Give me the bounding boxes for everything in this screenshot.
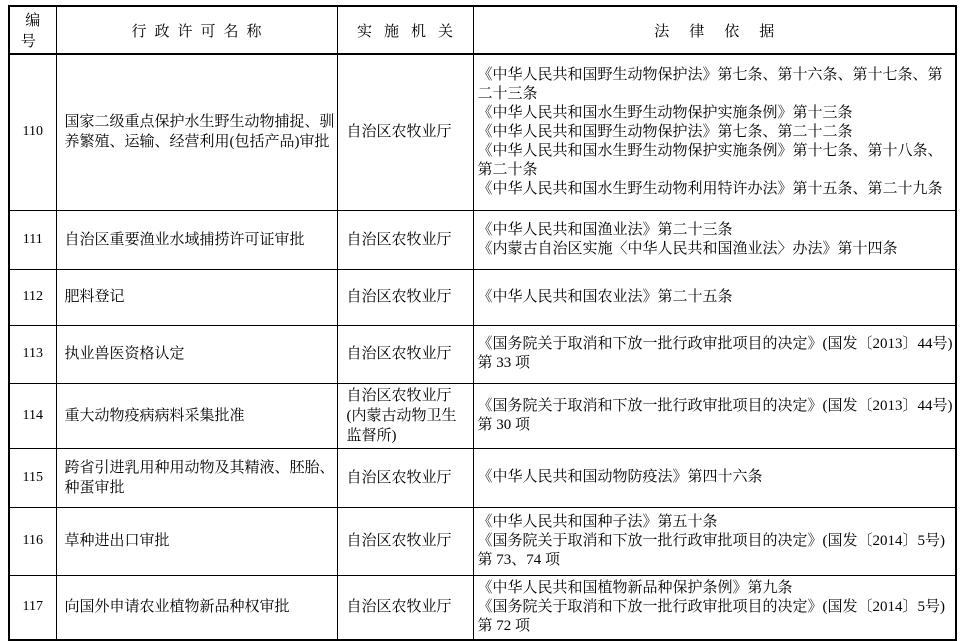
header-permit-name: 行政许可名称	[56, 6, 337, 54]
administrative-permits-table	[8, 5, 957, 641]
table-header-row	[9, 6, 956, 54]
header-legal-basis: 法律依据	[473, 6, 956, 54]
permit-name: 国家二级重点保护水生野生动物捕捉、驯养繁殖、运输、经营利用(包括产品)审批	[56, 54, 337, 210]
table-row	[9, 507, 956, 575]
permit-id: 114	[9, 383, 56, 448]
legal-basis-line: 《国务院关于取消和下放一批行政审批项目的决定》(国发〔2013〕44号)第 30 项	[477, 397, 953, 433]
legal-basis-line: 《中华人民共和国水生野生动物保护实施条例》第十七条、第十八条、第二十条	[477, 142, 943, 178]
table-row	[9, 383, 956, 448]
permit-id: 116	[9, 507, 56, 575]
table-row	[9, 325, 956, 383]
permit-legal-basis	[473, 325, 956, 383]
permit-id: 115	[9, 448, 56, 507]
permit-agency: 自治区农牧业厅(内蒙古动物卫生监督所)	[337, 383, 473, 448]
permit-id: 110	[9, 54, 56, 210]
permit-legal-basis	[473, 575, 956, 640]
legal-basis-line: 《中华人民共和国野生动物保护法》第七条、第十六条、第十七条、第二十三条	[477, 66, 943, 102]
permit-legal-basis	[473, 383, 956, 448]
legal-basis-line: 《国务院关于取消和下放一批行政审批项目的决定》(国发〔2014〕5号)第 73、74 项	[477, 532, 945, 568]
permit-agency: 自治区农牧业厅	[337, 210, 473, 269]
permit-agency: 自治区农牧业厅	[337, 507, 473, 575]
permit-legal-basis	[473, 507, 956, 575]
legal-basis-line: 《中华人民共和国渔业法》第二十三条	[477, 221, 733, 238]
permit-name: 重大动物疫病病料采集批准	[56, 383, 337, 448]
permit-id: 113	[9, 325, 56, 383]
table-row	[9, 575, 956, 640]
permit-name: 自治区重要渔业水域捕捞许可证审批	[56, 210, 337, 269]
legal-basis-line: 《中华人民共和国野生动物保护法》第七条、第二十二条	[477, 123, 853, 140]
legal-basis-line: 《中华人民共和国植物新品种保护条例》第九条	[477, 579, 793, 596]
table-row	[9, 54, 956, 210]
legal-basis-line: 《国务院关于取消和下放一批行政审批项目的决定》(国发〔2013〕44号)第 33 项	[477, 336, 953, 371]
permit-name: 跨省引进乳用种用动物及其精液、胚胎、种蛋审批	[56, 448, 337, 507]
permit-name: 执业兽医资格认定	[56, 325, 337, 383]
permit-agency: 自治区农牧业厅	[337, 325, 473, 383]
permit-name: 草种进出口审批	[56, 507, 337, 575]
permit-agency: 自治区农牧业厅	[337, 54, 473, 210]
permit-name: 肥料登记	[56, 269, 337, 325]
legal-basis-line: 《中华人民共和国种子法》第五十条	[477, 513, 718, 530]
permit-legal-basis	[473, 269, 956, 325]
table-row	[9, 448, 956, 507]
permit-legal-basis	[473, 448, 956, 507]
header-agency: 实施机关	[337, 6, 473, 54]
permit-legal-basis	[473, 210, 956, 269]
table-row	[9, 269, 956, 325]
legal-basis-line: 《中华人民共和国水生野生动物利用特许办法》第十五条、第二十九条	[477, 180, 943, 197]
permit-id: 112	[9, 269, 56, 325]
legal-basis-line: 《内蒙古自治区实施〈中华人民共和国渔业法〉办法》第十四条	[477, 240, 898, 257]
header-permit-id: 编号	[9, 6, 56, 54]
legal-basis-line: 《国务院关于取消和下放一批行政审批项目的决定》(国发〔2014〕5号)第 72 项	[477, 598, 945, 634]
permit-id: 111	[9, 210, 56, 269]
legal-basis-line: 《中华人民共和国水生野生动物保护实施条例》第十三条	[477, 104, 853, 121]
permit-legal-basis	[473, 54, 956, 210]
permit-agency: 自治区农牧业厅	[337, 448, 473, 507]
permit-id: 117	[9, 575, 56, 640]
table-header	[9, 6, 956, 54]
permit-agency: 自治区农牧业厅	[337, 575, 473, 640]
permit-agency: 自治区农牧业厅	[337, 269, 473, 325]
permit-name: 向国外申请农业植物新品种权审批	[56, 575, 337, 640]
table-body	[9, 54, 956, 640]
table-row	[9, 210, 956, 269]
legal-basis-line: 《中华人民共和国动物防疫法》第四十六条	[477, 469, 763, 485]
legal-basis-line: 《中华人民共和国农业法》第二十五条	[477, 288, 733, 305]
